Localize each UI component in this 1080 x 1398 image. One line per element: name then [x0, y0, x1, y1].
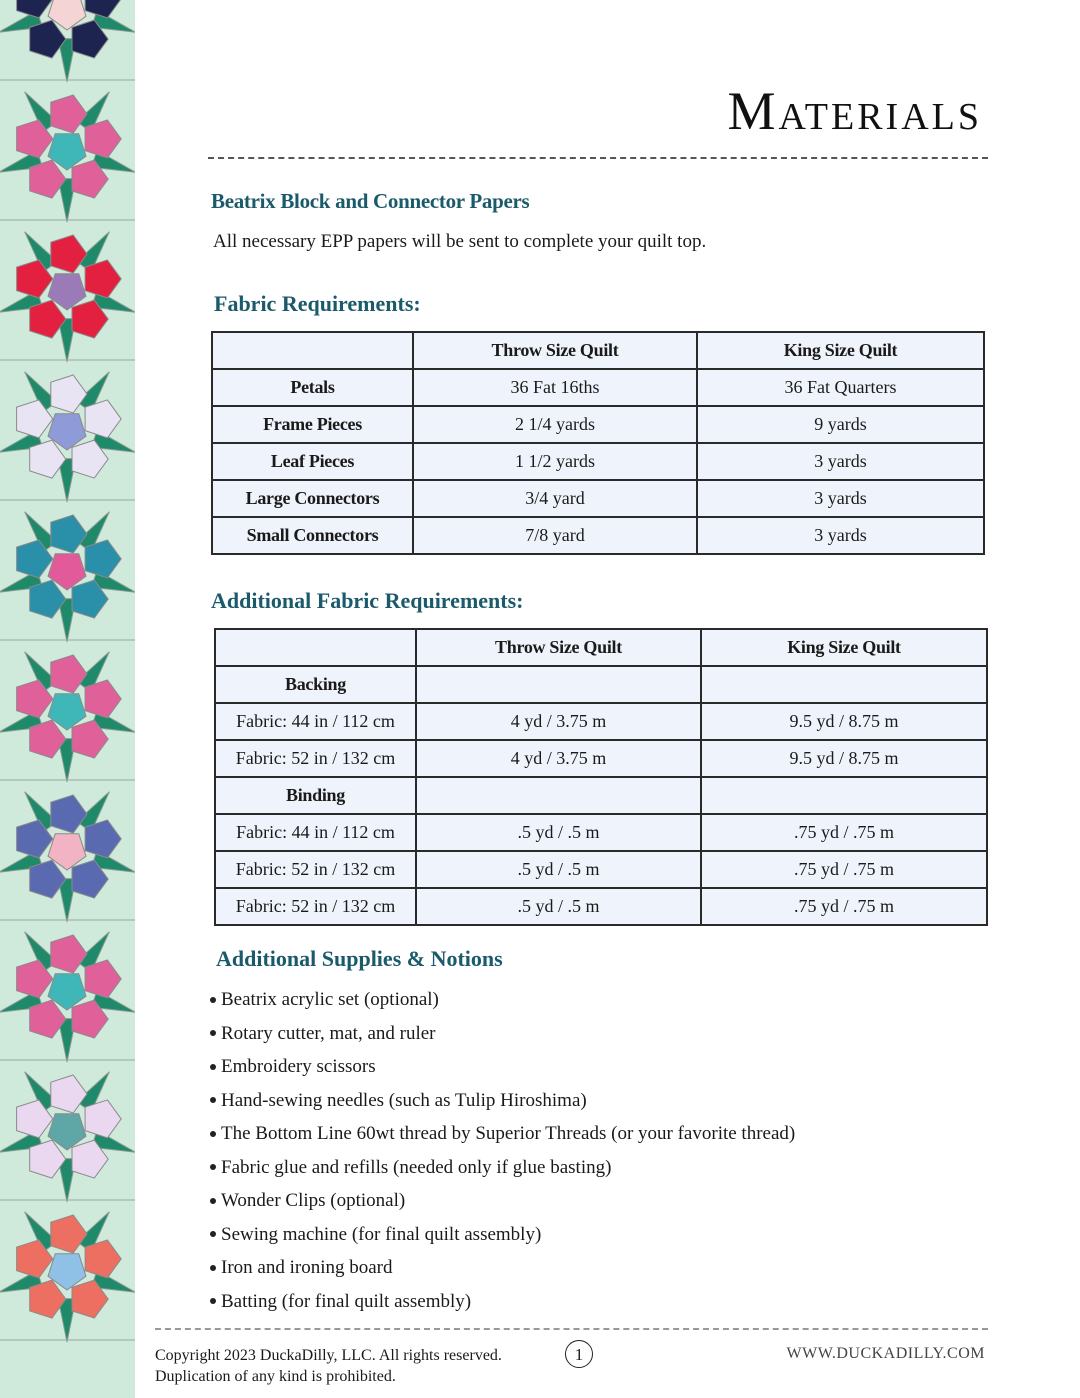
- footer-divider: [155, 1328, 988, 1330]
- supplies-list: [210, 985, 795, 1320]
- header-cell-blank: [212, 332, 413, 369]
- empty-cell: [416, 777, 701, 814]
- page-number: 1: [565, 1340, 593, 1368]
- list-item: [210, 1019, 795, 1053]
- list-item: [210, 1086, 795, 1120]
- row-label: Petals: [212, 369, 413, 406]
- throw-value: .5 yd / .5 m: [416, 814, 701, 851]
- bullet-icon: [210, 1298, 216, 1304]
- list-item-text: Hand-sewing needles (such as Tulip Hiroshima): [221, 1089, 587, 1111]
- list-item-text: The Bottom Line 60wt thread by Superior Threads (or your favorite thread): [221, 1123, 796, 1144]
- list-item-text: Sewing machine (for final quilt assembly): [221, 1223, 542, 1245]
- table-header-row: [215, 629, 987, 666]
- bullet-icon: [210, 1265, 216, 1271]
- list-item-text: Iron and ironing board: [221, 1257, 393, 1278]
- header-cell-king: King Size Quilt: [701, 629, 987, 666]
- additional-fabric-heading: Additional Fabric Requirements:: [211, 588, 524, 613]
- bullet-icon: [210, 1198, 216, 1204]
- bullet-icon: [210, 1231, 216, 1237]
- bullet-icon: [210, 1064, 216, 1070]
- table-row: [212, 517, 984, 554]
- king-value: 3 yards: [697, 480, 984, 517]
- list-item-text: Beatrix acrylic set (optional): [221, 989, 439, 1010]
- list-item-text: Batting (for final quilt assembly): [221, 1290, 472, 1312]
- row-label: Leaf Pieces: [212, 443, 413, 480]
- throw-value: 7/8 yard: [413, 517, 697, 554]
- header-cell-king: King Size Quilt: [697, 332, 984, 369]
- throw-value: 1 1/2 yards: [413, 443, 697, 480]
- copyright-notice: [155, 1345, 502, 1387]
- list-item-text: Fabric glue and refills (needed only if glue basting): [221, 1156, 612, 1178]
- fabric-width: Fabric: 52 in / 132 cm: [215, 740, 416, 777]
- table-row: [215, 703, 987, 740]
- copyright-line-2: Duplication of any kind is prohibited.: [155, 1368, 396, 1385]
- throw-value: 4 yd / 3.75 m: [416, 740, 701, 777]
- row-label: Frame Pieces: [212, 406, 413, 443]
- quilt-pattern-svg: [0, 0, 135, 1398]
- title-divider: [208, 157, 988, 159]
- king-value: .75 yd / .75 m: [701, 851, 987, 888]
- bullet-icon: [210, 1097, 216, 1103]
- bullet-icon: [210, 997, 216, 1003]
- king-value: 3 yards: [697, 443, 984, 480]
- throw-value: 36 Fat 16ths: [413, 369, 697, 406]
- throw-value: 2 1/4 yards: [413, 406, 697, 443]
- fabric-requirements-heading: Fabric Requirements:: [214, 291, 421, 316]
- group-row-backing: [215, 666, 987, 703]
- list-item-text: Wonder Clips (optional): [221, 1190, 406, 1211]
- list-item: [210, 985, 795, 1019]
- list-item: [210, 1287, 795, 1321]
- king-value: 3 yards: [697, 517, 984, 554]
- header-cell-throw: Throw Size Quilt: [413, 332, 697, 369]
- group-row-binding: [215, 777, 987, 814]
- table-row: [212, 369, 984, 406]
- empty-cell: [701, 777, 987, 814]
- list-item: [210, 1186, 795, 1220]
- king-value: 9 yards: [697, 406, 984, 443]
- group-label: Backing: [215, 666, 416, 703]
- table-row: [212, 406, 984, 443]
- group-label: Binding: [215, 777, 416, 814]
- empty-cell: [701, 666, 987, 703]
- header-cell-blank: [215, 629, 416, 666]
- table-row: [215, 888, 987, 925]
- king-value: .75 yd / .75 m: [701, 888, 987, 925]
- row-label: Small Connectors: [212, 517, 413, 554]
- throw-value: 4 yd / 3.75 m: [416, 703, 701, 740]
- throw-value: .5 yd / .5 m: [416, 851, 701, 888]
- throw-value: .5 yd / .5 m: [416, 888, 701, 925]
- fabric-requirements-table: [211, 331, 985, 555]
- table-header-row: [212, 332, 984, 369]
- header-cell-throw: Throw Size Quilt: [416, 629, 701, 666]
- fabric-width: Fabric: 52 in / 132 cm: [215, 888, 416, 925]
- king-value: 9.5 yd / 8.75 m: [701, 703, 987, 740]
- fabric-width: Fabric: 52 in / 132 cm: [215, 851, 416, 888]
- king-value: 36 Fat Quarters: [697, 369, 984, 406]
- list-item: [210, 1253, 795, 1287]
- list-item: [210, 1220, 795, 1254]
- quilt-pattern-image: [0, 0, 135, 1398]
- list-item: [210, 1052, 795, 1086]
- table-row: [212, 480, 984, 517]
- empty-cell: [416, 666, 701, 703]
- king-value: .75 yd / .75 m: [701, 814, 987, 851]
- bullet-icon: [210, 1030, 216, 1036]
- copyright-line-1: Copyright 2023 DuckaDilly, LLC. All rights reserved.: [155, 1347, 502, 1364]
- supplies-heading: Additional Supplies & Notions: [216, 946, 503, 971]
- list-item: [210, 1119, 795, 1153]
- throw-value: 3/4 yard: [413, 480, 697, 517]
- additional-fabric-table: [214, 628, 988, 926]
- papers-heading: Beatrix Block and Connector Papers: [211, 189, 530, 213]
- papers-description: All necessary EPP papers will be sent to complete your quilt top.: [213, 231, 707, 252]
- table-row: [212, 443, 984, 480]
- table-row: [215, 814, 987, 851]
- bullet-icon: [210, 1131, 216, 1137]
- row-label: Large Connectors: [212, 480, 413, 517]
- king-value: 9.5 yd / 8.75 m: [701, 740, 987, 777]
- fabric-width: Fabric: 44 in / 112 cm: [215, 814, 416, 851]
- fabric-width: Fabric: 44 in / 112 cm: [215, 703, 416, 740]
- list-item-text: Embroidery scissors: [221, 1056, 376, 1077]
- bullet-icon: [210, 1164, 216, 1170]
- page-title: Materials: [727, 81, 982, 141]
- table-row: [215, 851, 987, 888]
- website-url[interactable]: WWW.DUCKADILLY.COM: [786, 1345, 985, 1362]
- list-item-text: Rotary cutter, mat, and ruler: [221, 1022, 436, 1044]
- list-item: [210, 1153, 795, 1187]
- table-row: [215, 740, 987, 777]
